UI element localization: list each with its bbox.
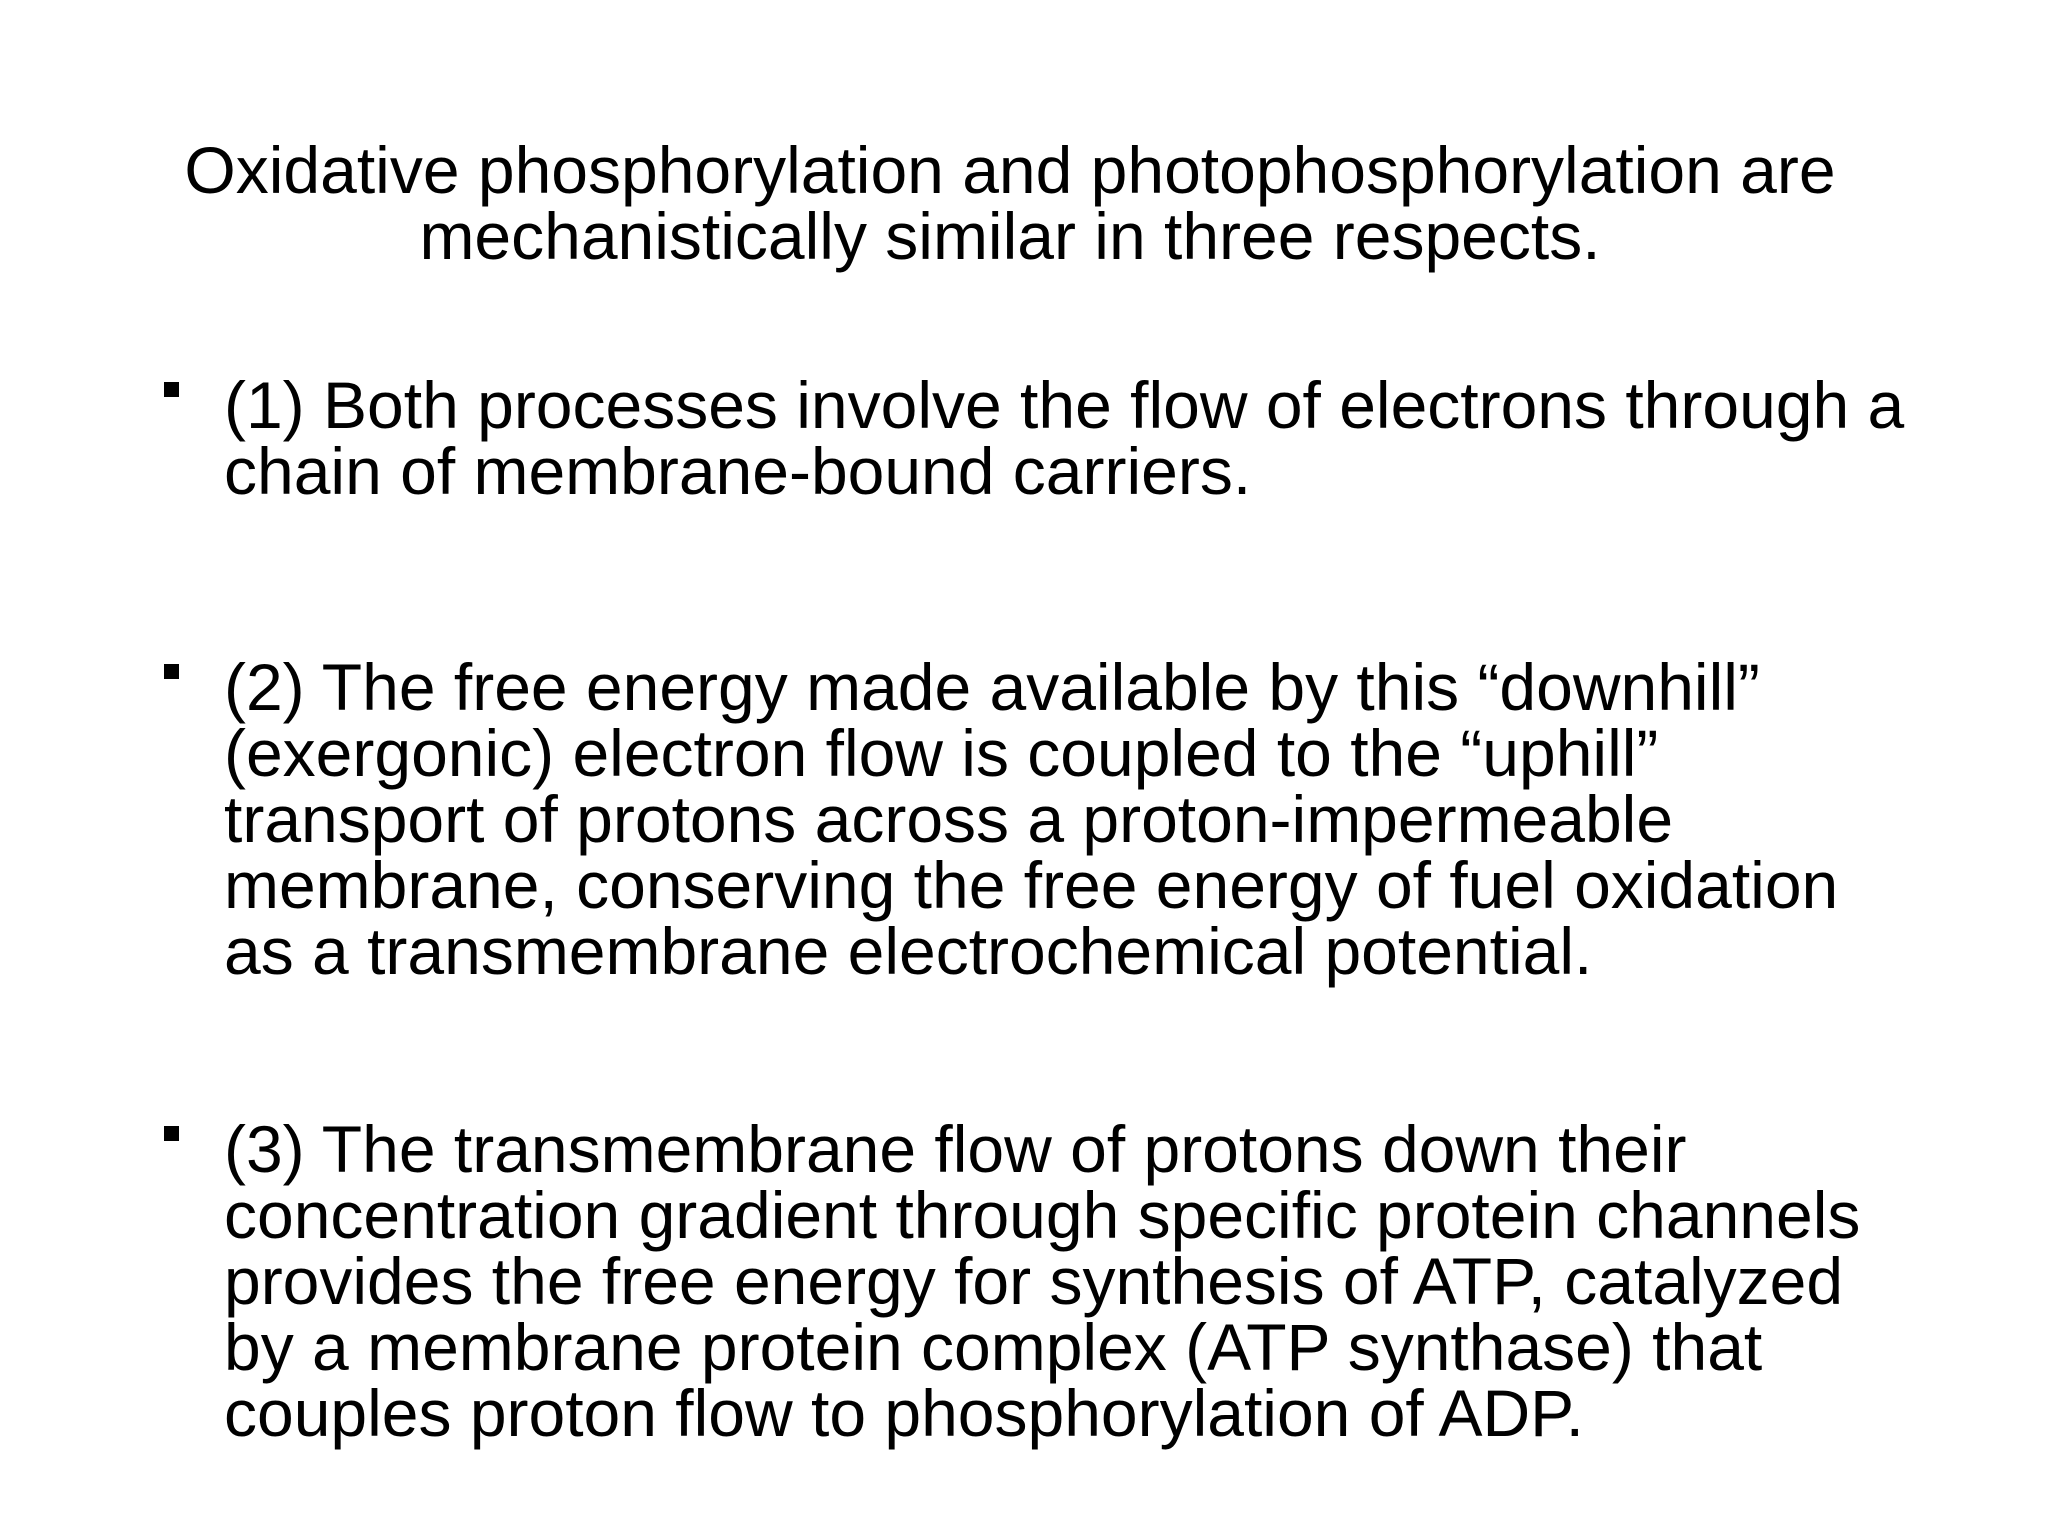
- bullet-line: (exergonic) electron flow is coupled to the “uphill”: [224, 716, 1659, 790]
- title-line: Oxidative phosphorylation and photophosphorylation are: [184, 133, 1836, 207]
- bullet-item-1: [160, 368, 2020, 508]
- square-bullet-icon: [164, 664, 179, 679]
- slide-title: [120, 133, 1900, 273]
- bullet-line: chain of membrane-bound carriers.: [224, 434, 1252, 508]
- bullet-line: provides the free energy for synthesis of ATP, catalyzed: [224, 1244, 1844, 1318]
- title-line: mechanistically similar in three respects.: [419, 199, 1601, 273]
- bullet-line: (3) The transmembrane flow of protons down their: [224, 1112, 1687, 1186]
- bullet-line: (1) Both processes involve the flow of electrons through a: [224, 368, 1905, 442]
- bullet-line: transport of protons across a proton-impermeable: [224, 782, 1674, 856]
- bullet-line: membrane, conserving the free energy of fuel oxidation: [224, 848, 1839, 922]
- bullet-item-2: [160, 650, 2020, 988]
- bullet-line: by a membrane protein complex (ATP synthase) that: [224, 1310, 1763, 1384]
- bullet-line: concentration gradient through specific protein channels: [224, 1178, 1861, 1252]
- square-bullet-icon: [164, 382, 179, 397]
- square-bullet-icon: [164, 1126, 179, 1141]
- bullet-line: (2) The free energy made available by this “downhill”: [224, 650, 1760, 724]
- bullet-line: couples proton flow to phosphorylation of ADP.: [224, 1376, 1584, 1450]
- bullet-list: [160, 368, 2020, 1450]
- bullet-line: as a transmembrane electrochemical potential.: [224, 914, 1593, 988]
- bullet-item-3: [160, 1112, 2020, 1450]
